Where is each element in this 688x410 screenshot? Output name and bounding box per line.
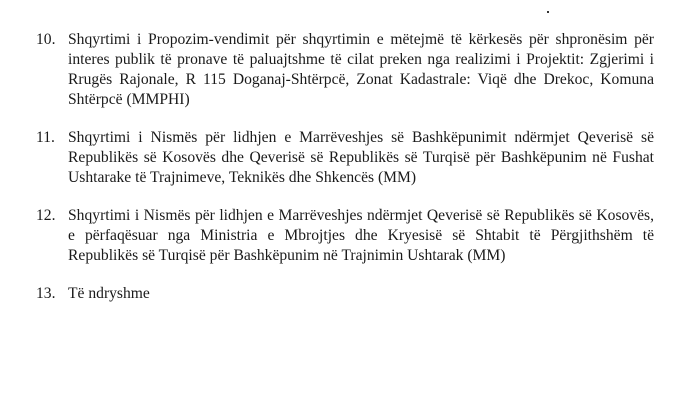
agenda-item-12 (36, 206, 654, 266)
agenda-item-13 (36, 284, 654, 304)
item-text: Shqyrtimi i Propozim-vendimit për shqyrtimin e mëtejmë të kërkesës për shpronësim për interes publik të pronave të paluajtshme të cilat preken nga realizimi i Projektit: Zgjerimi i Rrugës Rajonale, R 115 Doganaj-Shtërpcë, Zonat Kadastrale: Viqë dhe Drekoc, Komuna Shtërpcë (MMPHI) (68, 31, 654, 108)
item-number: 12. (36, 207, 56, 224)
item-number: 13. (36, 285, 56, 302)
item-text: Shqyrtimi i Nismës për lidhjen e Marrëveshjes së Bashkëpunimit ndërmjet Qeverisë së Republikës së Kosovës dhe Qeverisë së Republikës së Turqisë për Bashkëpunim në Fushat Ushtarake të Trajnimeve, Teknikës dhe Shkencës (MM) (68, 129, 654, 186)
item-text: Të ndryshme (68, 285, 150, 302)
item-number: 11. (36, 129, 55, 146)
agenda-item-10 (36, 30, 654, 110)
agenda-list (36, 30, 654, 322)
item-number: 10. (36, 31, 56, 48)
page-mark (547, 11, 549, 13)
agenda-item-11 (36, 128, 654, 188)
item-text: Shqyrtimi i Nismës për lidhjen e Marrëveshjes ndërmjet Qeverisë së Republikës së Kosovës, e përfaqësuar nga Ministria e Mbrojtjes dhe Kryesisë së Shtabit të Përgjithshëm të Republikës së Turqisë për Bashkëpunim në Trajnimin Ushtarak (MM) (68, 207, 654, 264)
